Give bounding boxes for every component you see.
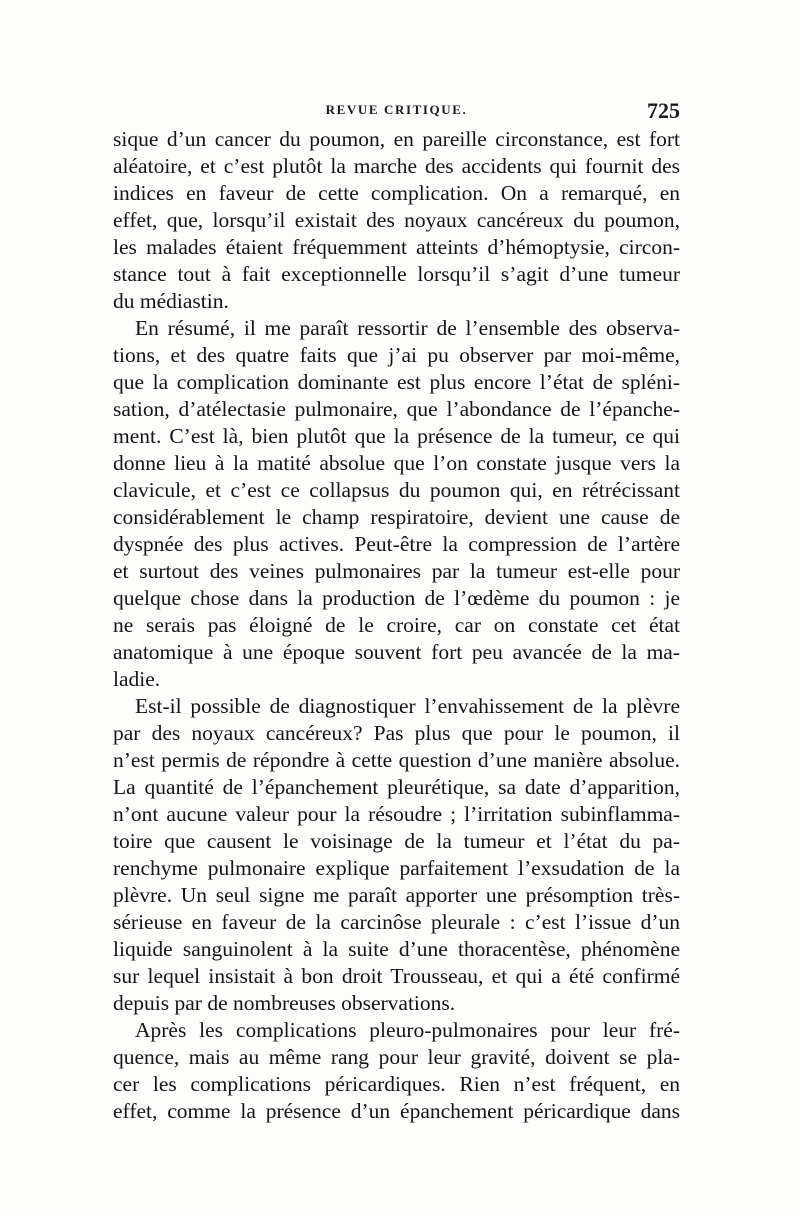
running-head (113, 98, 680, 124)
text-line: ladie. (113, 667, 161, 691)
text-line: stance tout à fait exceptionnelle lorsqu’il s’agit d’une tumeur (113, 262, 680, 286)
text-line: toire que causent le voisinage de la tumeur et l’état du pa- (113, 829, 680, 853)
text-line: aléatoire, et c’est plutôt la marche des accidents qui fournit des (113, 154, 680, 178)
text-line: quelque chose dans la production de l’œdème du poumon : je (113, 586, 680, 610)
text-line: n’est permis de répondre à cette question d’une manière absolue. (113, 748, 680, 772)
text-line: clavicule, et c’est ce collapsus du poumon qui, en rétrécissant (113, 478, 680, 502)
paragraph-4 (113, 1017, 680, 1125)
text-line: La quantité de l’épanchement pleurétique, sa date d’apparition, (113, 775, 680, 799)
paragraph-1 (113, 126, 680, 315)
text-line: n’ont aucune valeur pour la résoudre ; l’irritation subinflamma- (113, 802, 680, 826)
text-line: les malades étaient fréquemment atteints d’hémoptysie, circon- (113, 235, 680, 259)
text-line: liquide sanguinolent à la suite d’une thoracentèse, phénomène (113, 937, 680, 961)
text-line: depuis par de nombreuses observations. (113, 991, 456, 1015)
text-line: En résumé, il me paraît ressortir de l’ensemble des observa- (135, 316, 680, 340)
text-line: plèvre. Un seul signe me paraît apporter une présomption très- (113, 883, 680, 907)
running-title: REVUE CRITIQUE. (325, 102, 468, 117)
text-line: sur lequel insistait à bon droit Trousseau, et qui a été confirmé (113, 964, 680, 988)
paragraph-3 (113, 693, 680, 1017)
page-number: 725 (647, 98, 680, 123)
text-line: ment. C’est là, bien plutôt que la présence de la tumeur, ce qui (113, 424, 680, 448)
body-text (113, 126, 680, 1125)
text-line: que la complication dominante est plus encore l’état de spléni- (113, 370, 680, 394)
text-line: effet, comme la présence d’un épanchement péricardique dans (113, 1099, 680, 1123)
text-line: tions, et des quatre faits que j’ai pu observer par moi-même, (113, 343, 680, 367)
paragraph-2 (113, 315, 680, 693)
text-line: sérieuse en faveur de la carcinôse pleurale : c’est l’issue d’un (113, 910, 680, 934)
text-line: Après les complications pleuro-pulmonaires pour leur fré- (135, 1018, 680, 1042)
text-line: indices en faveur de cette complication. On a remarqué, en (113, 181, 680, 205)
text-line: considérablement le champ respiratoire, devient une cause de (113, 505, 680, 529)
text-line: effet, que, lorsqu’il existait des noyaux cancéreux du poumon, (113, 208, 680, 232)
text-line: du médiastin. (113, 289, 229, 313)
text-line: ne serais pas éloigné de le croire, car on constate cet état (113, 613, 680, 637)
text-line: Est-il possible de diagnostiquer l’envahissement de la plèvre (135, 694, 680, 718)
text-line: quence, mais au même rang pour leur gravité, doivent se pla- (113, 1045, 680, 1069)
text-line: et surtout des veines pulmonaires par la tumeur est-elle pour (113, 559, 680, 583)
text-line: par des noyaux cancéreux? Pas plus que pour le poumon, il (113, 721, 680, 745)
text-line: dyspnée des plus actives. Peut-être la compression de l’artère (113, 532, 680, 556)
text-line: renchyme pulmonaire explique parfaitement l’exsudation de la (113, 856, 680, 880)
text-line: sation, d’atélectasie pulmonaire, que l’abondance de l’épanche- (113, 397, 680, 421)
text-line: sique d’un cancer du poumon, en pareille circonstance, est fort (113, 127, 680, 151)
text-line: anatomique à une époque souvent fort peu avancée de la ma- (113, 640, 680, 664)
text-line: cer les complications péricardiques. Rien n’est fréquent, en (113, 1072, 680, 1096)
text-line: donne lieu à la matité absolue que l’on constate jusque vers la (113, 451, 680, 475)
